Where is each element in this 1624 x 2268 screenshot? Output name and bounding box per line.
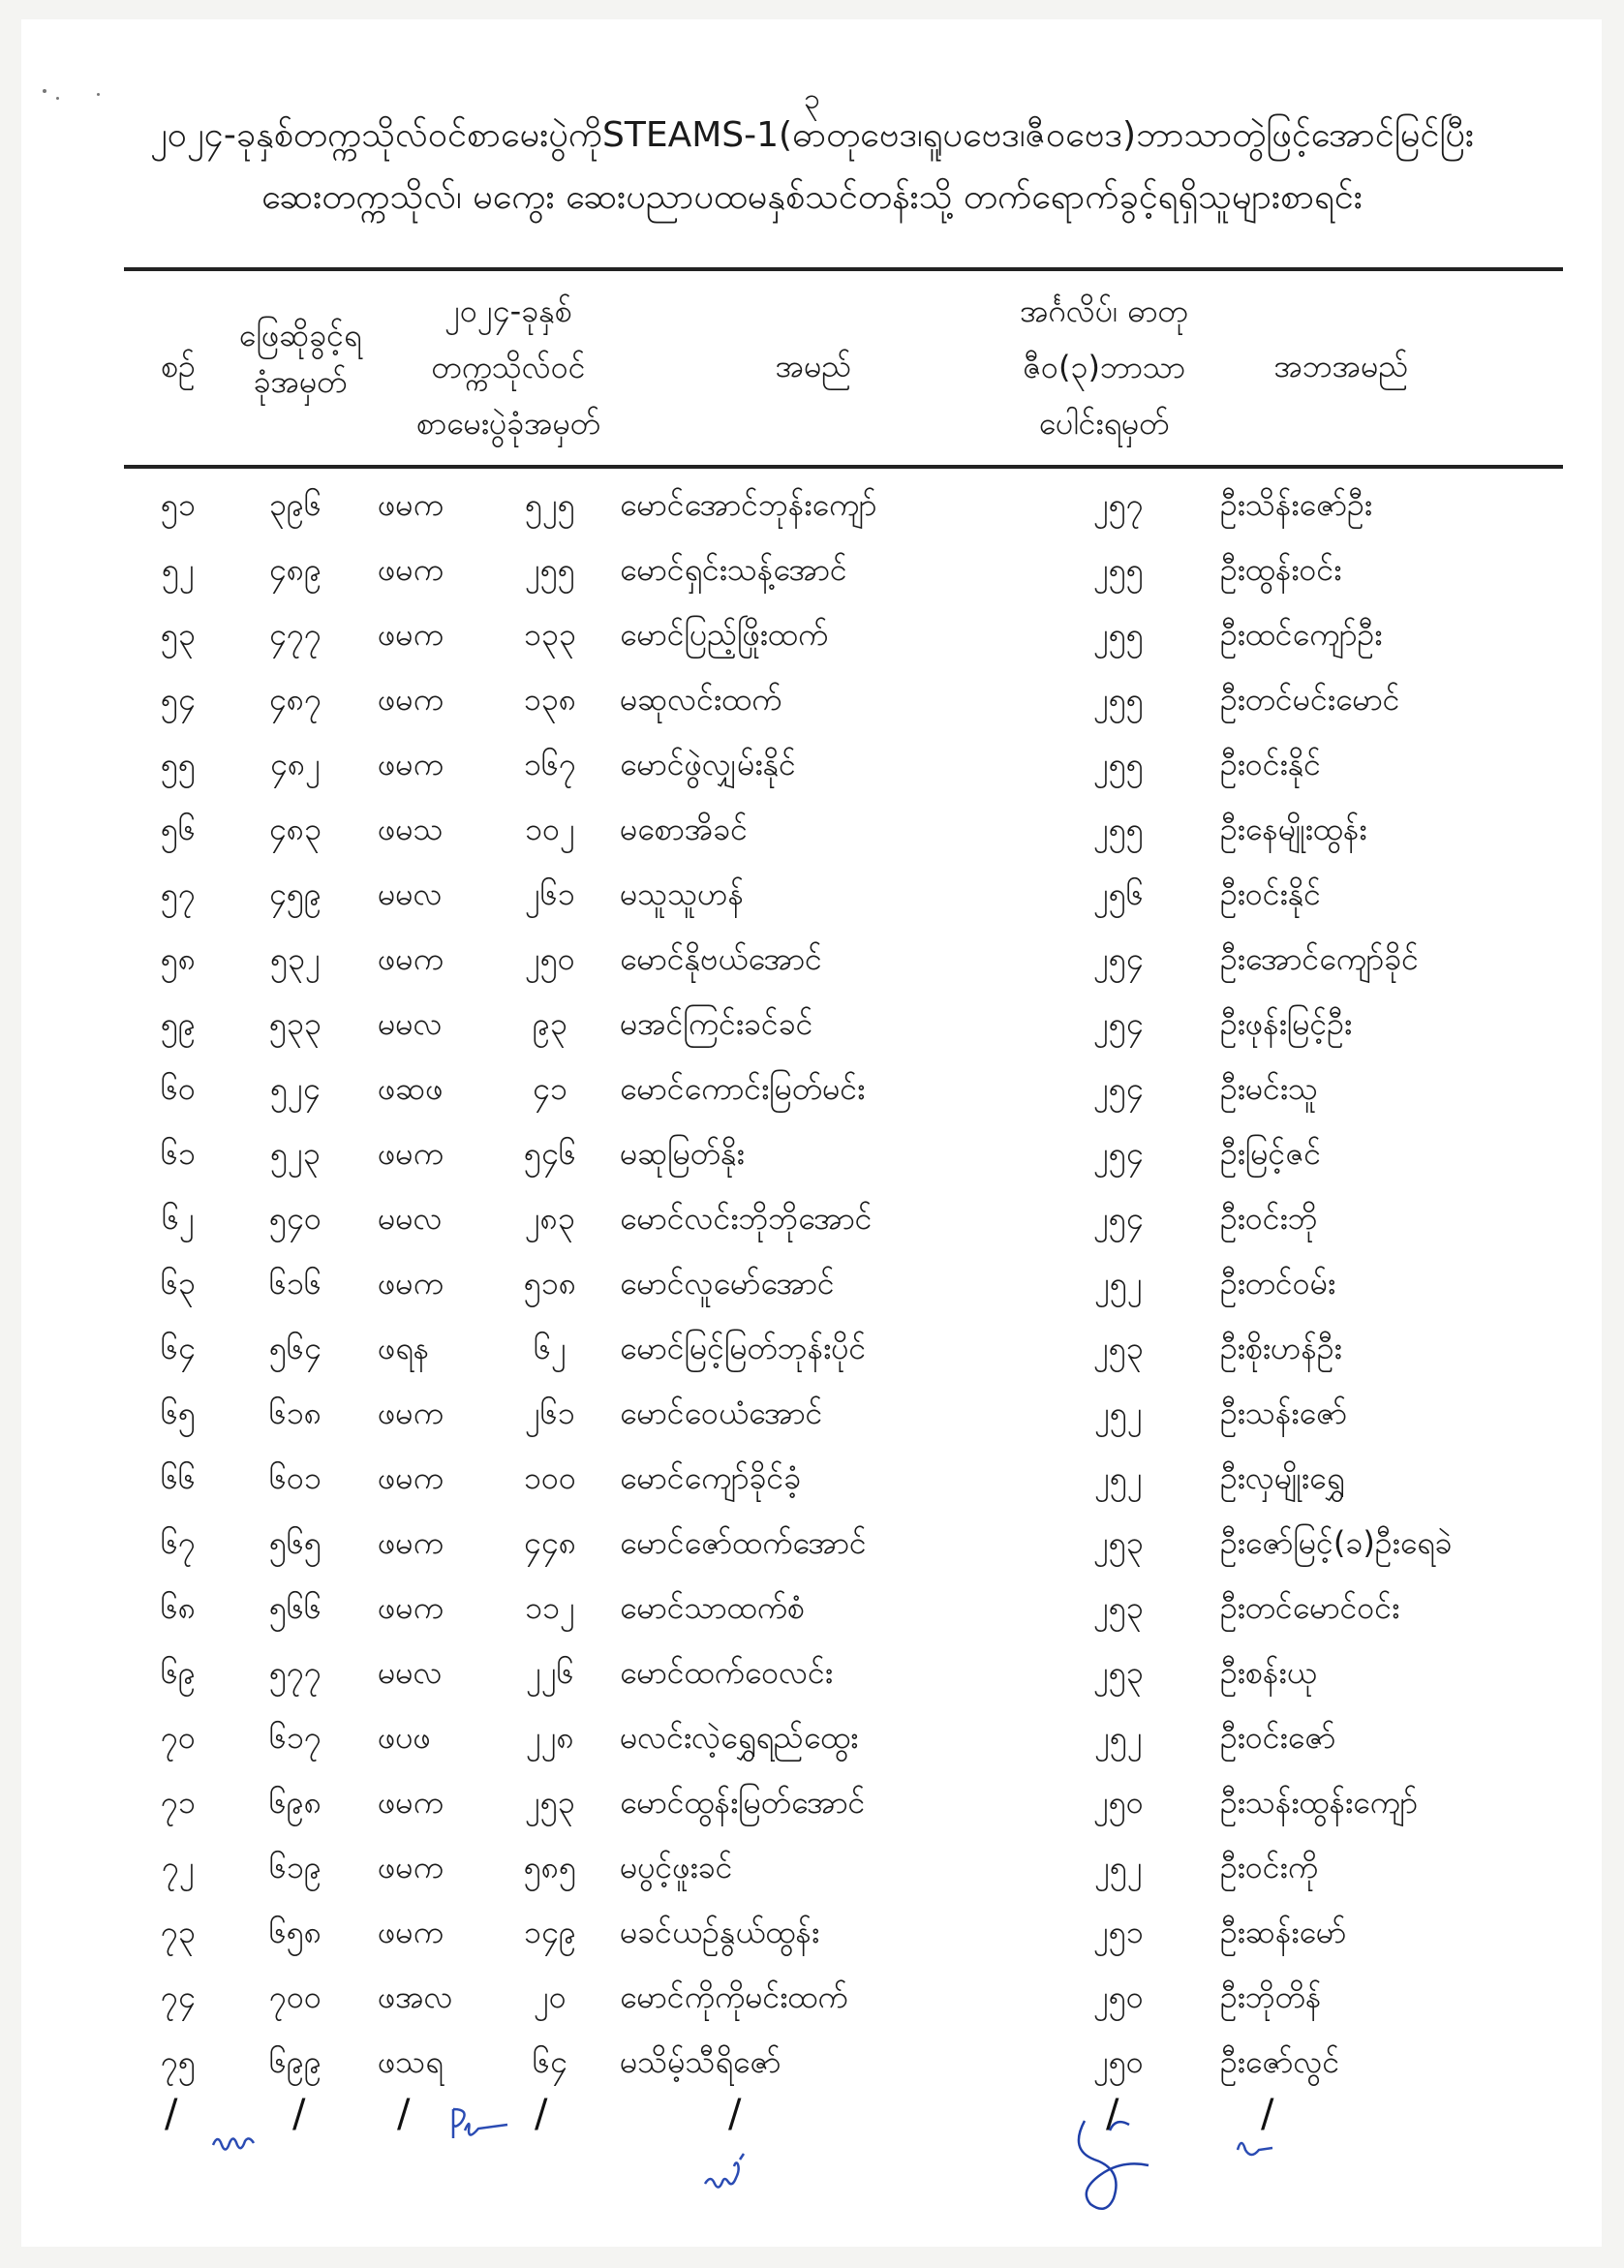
serial-cell: ၆၉ [161,1653,196,1691]
marks-cell: ၂၅၀ [1093,2042,1144,2080]
table-row [124,799,1563,864]
header-exam-no [383,283,634,451]
name-cell: မောင်လူမော်အောင် [620,1264,835,1302]
father-name-cell: ဦးဝင်းနိုင် [1220,874,1321,912]
document-title-line-2: ဆေးတက္ကသိုလ်၊ မကွေး ဆေးပညာပထမနှစ်သင်တန်းသို့ တက်ရောက်ခွင့်ရရှိသူများစာရင်း [261,177,1363,217]
marks-cell: ၂၅၄ [1093,1004,1144,1042]
marks-cell: ၂၅၂ [1094,1458,1143,1496]
name-cell: မသိမ့်သီရိဇော် [620,2042,781,2080]
reg-no-cell: ၅၂၃ [270,1134,321,1172]
reg-no-cell: ၆၅၈ [268,1913,322,1950]
table-row [124,539,1563,604]
father-name-cell: ဦးဖုန်းမြင့်ဦး [1220,1004,1353,1042]
header-reg-line-1: ဖြေဆိုခွင့်ရ [238,317,362,353]
father-name-cell: ဦးတင်မင်းမောင် [1220,680,1400,718]
exam-code-cell: ဖမက [378,1588,444,1626]
table-row [124,1383,1563,1448]
exam-no-cell: ၄၄၈ [523,1523,577,1561]
name-cell: မောင်ကျော်ခိုင်ခံ့ [620,1458,802,1496]
table-row [124,1123,1563,1188]
father-name-cell: ဦးဆန်းမော် [1220,1913,1347,1950]
reg-no-cell: ၅၄၀ [269,1199,322,1237]
marks-cell: ၂၅၀ [1093,1977,1144,2015]
father-name-cell: ဦးသိန်းဇော်ဦး [1220,485,1372,523]
table-row [124,669,1563,734]
exam-no-cell: ၁၀၀ [524,1458,576,1496]
serial-cell: ၅၂ [162,550,195,588]
table-row [124,1837,1563,1902]
reg-no-cell: ၆၁၉ [269,1848,322,1885]
serial-cell: ၆၁ [161,1134,196,1172]
name-cell: မောင်ရှင်းသန့်အောင် [620,550,847,588]
serial-cell: ၅၁ [161,485,196,523]
exam-code-cell: ဖပဖ [378,1718,431,1756]
name-cell: မောင်နိုဗယ်အောင် [620,939,822,977]
reg-no-cell: ၆၀၁ [269,1458,322,1496]
serial-cell: ၆၅ [161,1394,196,1431]
exam-code-cell: ဖမက [378,550,444,588]
exam-no-cell: ၂၅၀ [525,939,575,977]
marks-cell: ၂၅၃ [1093,1653,1144,1691]
name-cell: မောင်ကောင်းမြတ်မင်း [620,1069,866,1107]
footer-mark: / [535,2092,548,2136]
name-cell: မောင်ဝေယံအောင် [620,1394,823,1431]
header-marks-line-3: ပေါင်းရမှတ် [1038,405,1170,442]
name-cell: မောင်ဖွဲလျှမ်းနိုင် [620,745,796,782]
father-name-cell: ဦးထင်ကျော်ဦး [1220,615,1383,653]
exam-code-cell: ဖမက [378,1848,444,1885]
marks-cell: ၂၅၅ [1093,745,1144,782]
table-top-rule [124,267,1563,271]
exam-no-cell: ၆၂ [534,1329,567,1366]
father-name-cell: ဦးလှမျိုးရွှေ [1220,1458,1345,1496]
serial-cell: ၇၄ [161,1977,196,2015]
exam-code-cell: ဖအလ [378,1977,453,2015]
reg-no-cell: ၇၀၀ [269,1977,322,2015]
name-cell: မခင်ယဉ်နွယ်ထွန်း [620,1913,820,1950]
exam-code-cell: ဖမက [378,1134,444,1172]
name-cell: မအင်ကြင်းခင်ခင် [620,1004,813,1042]
signature [1065,2111,1172,2218]
exam-code-cell: ဖဆဖ [378,1069,444,1107]
reg-no-cell: ၅၆၆ [269,1588,322,1626]
marks-cell: ၂၅၇ [1093,485,1144,523]
exam-no-cell: ၁၀၂ [525,810,575,847]
marks-cell: ၂၅၄ [1093,939,1144,977]
name-cell: မစောအိခင် [620,810,748,847]
serial-cell: ၇၁ [161,1783,196,1821]
father-name-cell: ဦးဇော်လွင် [1220,2042,1340,2080]
table-row [124,994,1563,1058]
exam-no-cell: ၂၀ [534,1977,567,2015]
exam-no-cell: ၁၆၇ [524,745,576,782]
exam-no-cell: ၅၁၈ [523,1264,577,1302]
table-row [124,1642,1563,1707]
father-name-cell: ဦးစန်းယု [1220,1653,1317,1691]
father-name-cell: ဦးတင်ဝမ်း [1220,1264,1336,1302]
serial-cell: ၇၅ [161,2042,196,2080]
footer-mark: / [397,2092,411,2136]
page-number: ၃ [804,82,820,116]
serial-cell: ၅၆ [161,810,196,847]
header-exam-line-1: ၂၀၂၄-ခုနှစ် [444,292,572,329]
header-marks-line-2: ဇီဝ(၃)ဘာသာ [1022,349,1186,385]
name-cell: မသူသူဟန် [620,874,745,912]
marks-cell: ၂၅၂ [1094,1264,1143,1302]
reg-no-cell: ၃၉၆ [269,485,322,523]
name-cell: မဆုလင်းထက် [620,680,782,718]
reg-no-cell: ၅၇၇ [269,1653,322,1691]
serial-cell: ၆၈ [160,1588,197,1626]
header-father-name: အဘအမည် [1273,348,1409,384]
reg-no-cell: ၄၅၉ [269,874,322,912]
exam-code-cell: ဖမက [378,485,444,523]
footer-mark: / [165,2092,178,2136]
marks-cell: ၂၅၄ [1093,1199,1144,1237]
name-cell: မပွင့်ဖူးခင် [620,1848,733,1885]
father-name-cell: ဦးမြင့်ဇင် [1220,1134,1322,1172]
table-row [124,864,1563,929]
exam-code-cell: ဖမက [378,1458,444,1496]
reg-no-cell: ၄၈၂ [270,745,321,782]
exam-no-cell: ၂၂၆ [526,1653,574,1691]
name-cell: မဆုမြတ်နိုး [620,1134,745,1172]
results-table-body [124,475,1563,2097]
header-name: အမည် [775,348,852,384]
reg-no-cell: ၆၁၇ [269,1718,322,1756]
exam-code-cell: ဖရန [378,1329,430,1366]
exam-code-cell: မမလ [378,1004,443,1042]
serial-cell: ၅၃ [161,615,196,653]
exam-code-cell: မမလ [378,1653,443,1691]
exam-code-cell: ဖမက [378,680,444,718]
exam-no-cell: ၉၃ [533,1004,567,1042]
name-cell: မောင်အောင်ဘုန်းကျော် [620,485,877,523]
marks-cell: ၂၅၅ [1093,810,1144,847]
name-cell: မောင်ပြည့်ဖြိုးထက် [620,615,829,653]
marks-cell: ၂၅၅ [1093,550,1144,588]
serial-cell: ၅၇ [161,874,196,912]
exam-no-cell: ၅၄၆ [524,1134,576,1172]
serial-cell: ၅၄ [161,680,196,718]
exam-no-cell: ၅၈၅ [523,1848,577,1885]
marks-cell: ၂၅၀ [1093,1783,1144,1821]
document-title-line-1: ၂၀၂၄-ခုနှစ်တက္ကသိုလ်ဝင်စာမေးပွဲကိုSTEAMS-1(ဓာတုဗေဒ၊ရူပဗေဒ၊ဇီဝဗေဒ)ဘာသာတွဲဖြင့်အောင်မြင်ပြီး [149,115,1475,155]
marks-cell: ၂၅၁ [1093,1913,1144,1950]
table-row [124,1967,1563,2032]
exam-code-cell: ဖသရ [378,2042,444,2080]
exam-no-cell: ၆၄ [533,2042,567,2080]
exam-code-cell: ဖမက [378,745,444,782]
table-row [124,1772,1563,1837]
reg-no-cell: ၆၁၈ [268,1394,322,1431]
exam-code-cell: ဖမက [378,1523,444,1561]
name-cell: မောင်ဇော်ထက်အောင် [620,1523,867,1561]
name-cell: မောင်လင်းဘိုဘိုအောင် [620,1199,873,1237]
marks-cell: ၂၅၃ [1093,1588,1144,1626]
serial-cell: ၇၂ [162,1848,195,1885]
table-row [124,1318,1563,1383]
exam-code-cell: ဖမက [378,1913,444,1950]
reg-no-cell: ၅၆၅ [269,1523,322,1561]
reg-no-cell: ၄၈၇ [268,680,322,718]
father-name-cell: ဦးမင်းသူ [1220,1069,1318,1107]
marks-cell: ၂၅၃ [1093,1329,1144,1366]
scan-speck [43,89,46,93]
father-name-cell: ဦးဘိုတိန် [1220,1977,1322,2015]
father-name-cell: ဦးတင်မောင်ဝင်း [1220,1588,1400,1626]
table-row [124,1513,1563,1578]
header-reg-no [223,312,378,405]
header-marks-line-1: အင်္ဂလိပ်၊ ဓာတု [1020,292,1188,329]
father-name-cell: ဦးအောင်ကျော်ခိုင် [1220,939,1419,977]
signature [208,2121,266,2160]
reg-no-cell: ၅၂၄ [270,1069,321,1107]
serial-cell: ၅၅ [161,745,196,782]
exam-code-cell: မမလ [378,874,443,912]
serial-cell: ၅၈ [160,939,197,977]
exam-no-cell: ၁၁၂ [525,1588,575,1626]
results-table [124,475,1563,2097]
serial-cell: ၆၆ [161,1458,196,1496]
exam-no-cell: ၂၆၁ [525,1394,575,1431]
header-reg-line-2: ခုံအမှတ် [253,363,348,400]
scan-speck [97,93,100,96]
exam-no-cell: ၂၅၅ [525,550,575,588]
signature [444,2101,511,2150]
exam-no-cell: ၁၃၈ [523,680,577,718]
table-row [124,1253,1563,1318]
reg-no-cell: ၅၆၄ [269,1329,322,1366]
exam-code-cell: မမလ [378,1199,443,1237]
exam-no-cell: ၂၈၃ [525,1199,575,1237]
footer-mark: / [292,2092,306,2136]
exam-code-cell: ဖမက [378,939,444,977]
father-name-cell: ဦးထွန်းဝင်း [1220,550,1342,588]
header-marks [968,283,1240,451]
table-row [124,604,1563,669]
father-name-cell: ဦးဝင်းဇော် [1220,1718,1336,1756]
table-row [124,929,1563,994]
reg-no-cell: ၄၈၉ [268,550,322,588]
father-name-cell: ဦးဝင်းကို [1220,1848,1319,1885]
father-name-cell: ဦးဇော်မြင့်(ခ)ဦးရေခဲ [1220,1523,1453,1561]
signature [697,2140,765,2208]
name-cell: မောင်ကိုကိုမင်းထက် [620,1977,848,2015]
exam-code-cell: ဖမသ [378,810,444,847]
reg-no-cell: ၅၃၂ [270,939,321,977]
footer-mark: / [1261,2092,1274,2136]
table-row [124,475,1563,539]
header-exam-line-3: စာမေးပွဲခုံအမှတ် [416,405,600,442]
marks-cell: ၂၅၅ [1093,680,1144,718]
name-cell: မောင်ထက်ဝေလင်း [620,1653,834,1691]
father-name-cell: ဦးနေမျိုးထွန်း [1220,810,1367,847]
name-cell: မောင်သာထက်စံ [620,1588,805,1626]
header-exam-line-2: တက္ကသိုလ်ဝင် [431,349,586,385]
signature [1232,2130,1280,2160]
table-row [124,1188,1563,1253]
reg-no-cell: ၆၁၆ [269,1264,322,1302]
table-row [124,1448,1563,1513]
table-row [124,1902,1563,1967]
marks-cell: ၂၅၂ [1094,1394,1143,1431]
marks-cell: ၂၅၂ [1094,1848,1143,1885]
exam-no-cell: ၄၁ [533,1069,567,1107]
footer-mark: / [1106,2092,1119,2136]
exam-code-cell: ဖမက [378,1783,444,1821]
table-row [124,1058,1563,1123]
serial-cell: ၆၄ [161,1329,196,1366]
scan-speck [56,97,59,100]
table-row [124,2032,1563,2097]
table-row [124,1707,1563,1772]
serial-cell: ၆၀ [161,1069,196,1107]
table-row [124,1578,1563,1642]
table-row [124,734,1563,799]
reg-no-cell: ၅၃၃ [269,1004,322,1042]
reg-no-cell: ၄၈၃ [268,810,322,847]
table-header-rule [124,465,1563,469]
exam-no-cell: ၂၂၈ [526,1718,574,1756]
father-name-cell: ဦးဝင်းဘို [1220,1199,1318,1237]
header-serial: စဉ် [161,348,196,384]
father-name-cell: ဦးသန်းဇော် [1220,1394,1348,1431]
serial-cell: ၇၃ [161,1913,196,1950]
reg-no-cell: ၄၇၇ [269,615,322,653]
exam-code-cell: ဖမက [378,1394,444,1431]
marks-cell: ၂၅၅ [1093,615,1144,653]
marks-cell: ၂၅၄ [1093,1069,1144,1107]
name-cell: မောင်မြင့်မြတ်ဘုန်းပိုင် [620,1329,867,1366]
serial-cell: ၅၉ [161,1004,196,1042]
father-name-cell: ဦးစိုးဟန်ဦး [1220,1329,1342,1366]
marks-cell: ၂၅၆ [1093,874,1144,912]
exam-code-cell: ဖမက [378,615,444,653]
exam-no-cell: ၅၂၅ [525,485,575,523]
exam-no-cell: ၁၃၃ [524,615,576,653]
father-name-cell: ဦးသန်းထွန်းကျော် [1220,1783,1419,1821]
exam-code-cell: ဖမက [378,1264,444,1302]
serial-cell: ၇၀ [161,1718,196,1756]
reg-no-cell: ၆၉၈ [268,1783,322,1821]
serial-cell: ၆၃ [161,1264,196,1302]
reg-no-cell: ၆၉၉ [269,2042,322,2080]
exam-no-cell: ၂၆၁ [525,874,575,912]
marks-cell: ၂၅၄ [1093,1134,1144,1172]
serial-cell: ၆၂ [162,1199,195,1237]
exam-no-cell: ၁၄၉ [524,1913,576,1950]
father-name-cell: ဦးဝင်းနိုင် [1220,745,1321,782]
exam-no-cell: ၂၅၃ [525,1783,575,1821]
marks-cell: ၂၅၂ [1094,1718,1143,1756]
name-cell: မလင်းလဲ့ရွှေရည်ထွေး [620,1718,859,1756]
marks-cell: ၂၅၃ [1093,1523,1144,1561]
footer-mark: / [728,2092,742,2136]
name-cell: မောင်ထွန်းမြတ်အောင် [620,1783,866,1821]
serial-cell: ၆၇ [161,1523,196,1561]
